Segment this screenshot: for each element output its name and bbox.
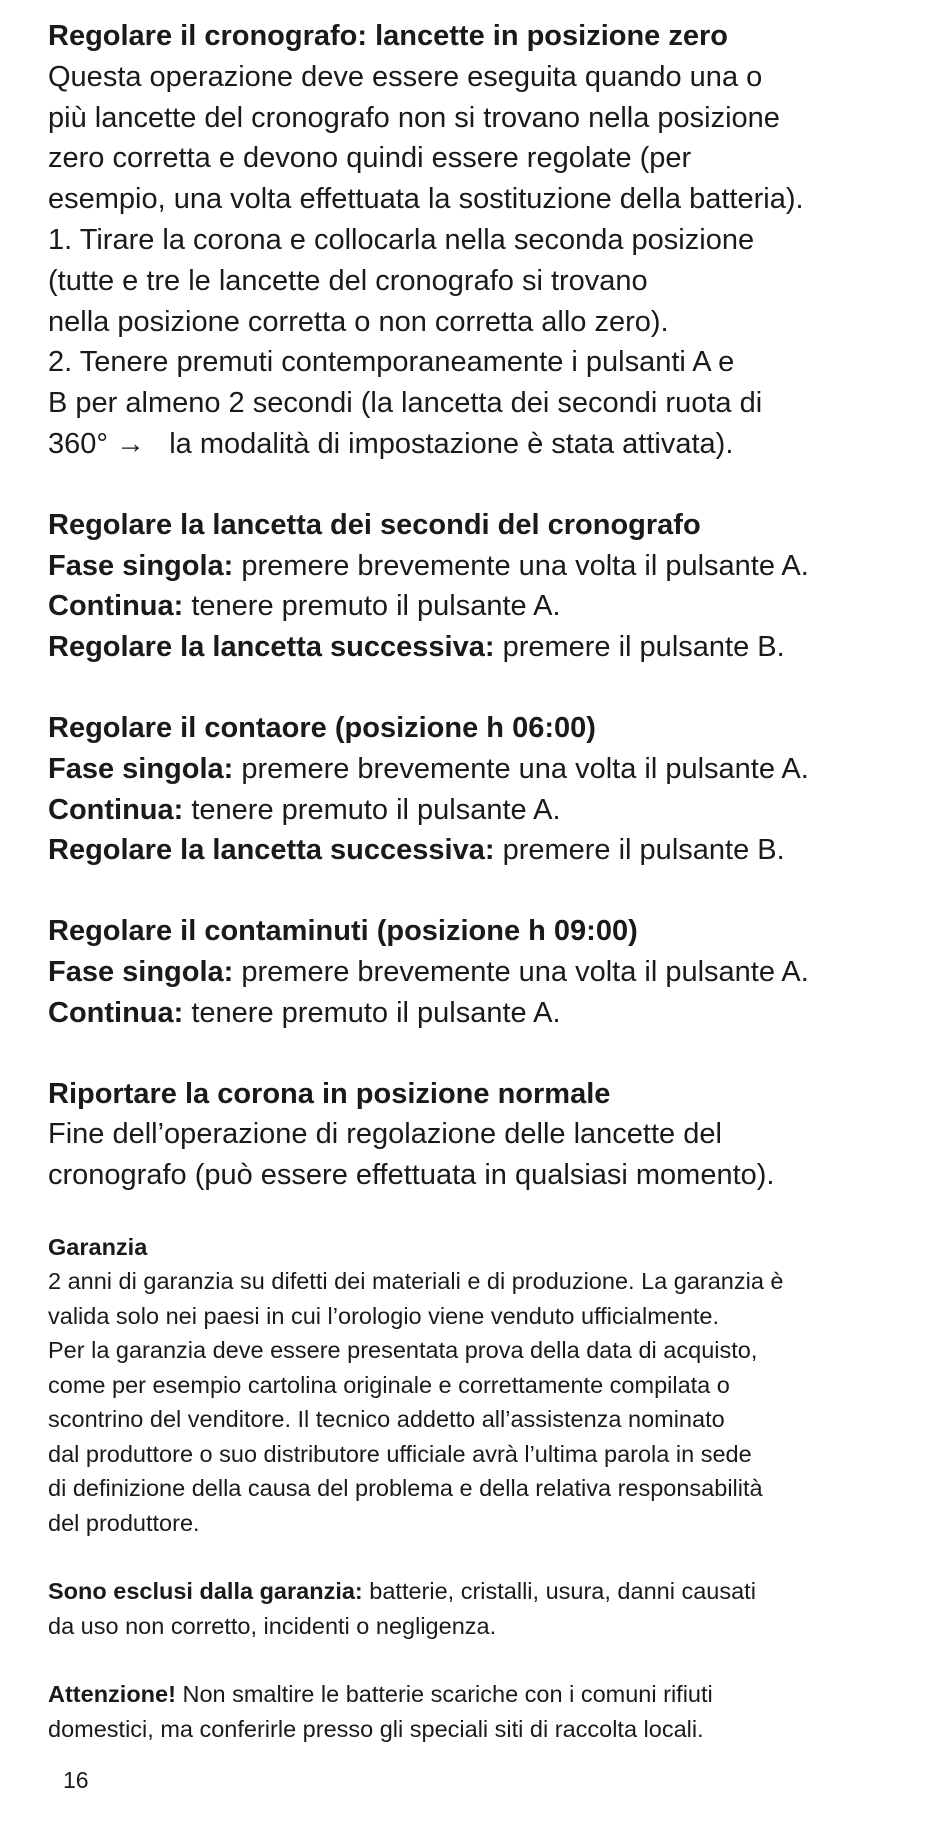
continuous-label: Continua: <box>48 590 184 623</box>
spacer <box>48 1034 928 1074</box>
step-2-line: 360° → la modalità di impostazione è stata attivata). <box>48 427 734 460</box>
manual-content <box>48 16 928 1746</box>
attention-line: domestici, ma conferirle presso gli speciali siti di raccolta locali. <box>48 1715 704 1742</box>
single-step-line <box>48 952 928 993</box>
continuous-line <box>48 790 928 831</box>
next-hand-label: Regolare la lancetta successiva: <box>48 834 495 867</box>
warranty-line: 2 anni di garanzia su difetti dei materiali e di produzione. La garanzia è <box>48 1268 784 1295</box>
next-hand-text: premere il pulsante B. <box>494 631 785 664</box>
step-1-line: nella posizione corretta o non corretta allo zero). <box>48 305 669 338</box>
next-hand-label: Regolare la lancetta successiva: <box>48 631 495 664</box>
spacer <box>48 871 928 911</box>
exclusions-label: Sono esclusi dalla garanzia: <box>48 1578 363 1605</box>
text-line: esempio, una volta effettuata la sostituzione della batteria). <box>48 183 804 216</box>
section-zero-position <box>48 16 928 465</box>
text-line: più lancette del cronografo non si trovano nella posizione <box>48 101 780 134</box>
section-seconds-hand <box>48 505 928 668</box>
warranty-line: valida solo nei paesi in cui l’orologio viene venduto ufficialmente. <box>48 1302 720 1329</box>
exclusions-line <box>48 1574 928 1609</box>
text-line: cronografo (può essere effettuata in qualsiasi momento). <box>48 1159 775 1192</box>
section-title: Regolare il contaminuti (posizione h 09:00) <box>48 915 638 948</box>
text-line: Questa operazione deve essere eseguita quando una o <box>48 60 763 93</box>
spacer <box>48 465 928 505</box>
continuous-line <box>48 586 928 627</box>
page-number: 16 <box>63 1767 89 1793</box>
continuous-text: tenere premuto il pulsante A. <box>183 996 561 1029</box>
next-hand-line <box>48 830 928 871</box>
section-warranty <box>48 1230 928 1747</box>
single-step-line <box>48 546 928 587</box>
exclusions-text: batterie, cristalli, usura, danni causati <box>362 1578 756 1605</box>
continuous-text: tenere premuto il pulsante A. <box>183 590 561 623</box>
section-hour-counter <box>48 708 928 871</box>
warranty-line: scontrino del venditore. Il tecnico addetto all’assistenza nominato <box>48 1406 725 1433</box>
single-step-label: Fase singola: <box>48 955 234 988</box>
spacer <box>48 1196 928 1230</box>
step-1-line: 1. Tirare la corona e collocarla nella seconda posizione <box>48 223 755 256</box>
section-title: Regolare il cronografo: lancette in posizione zero <box>48 20 728 52</box>
spacer <box>48 1643 928 1677</box>
section-crown-normal <box>48 1074 928 1196</box>
section-title: Regolare la lancetta dei secondi del cronografo <box>48 508 701 541</box>
section-title: Regolare il contaore (posizione h 06:00) <box>48 711 596 744</box>
section-minute-counter <box>48 911 928 1033</box>
single-step-text: premere brevemente una volta il pulsante A. <box>233 752 809 785</box>
exclusions-line: da uso non corretto, incidenti o negligenza. <box>48 1612 497 1639</box>
continuous-text: tenere premuto il pulsante A. <box>183 793 561 826</box>
single-step-label: Fase singola: <box>48 752 234 785</box>
continuous-label: Continua: <box>48 793 184 826</box>
spacer <box>48 1540 928 1574</box>
step-2-line: 2. Tenere premuti contemporaneamente i pulsanti A e <box>48 346 735 379</box>
continuous-label: Continua: <box>48 996 184 1029</box>
warranty-title: Garanzia <box>48 1233 148 1260</box>
attention-text: Non smaltire le batterie scariche con i comuni rifiuti <box>175 1681 713 1708</box>
single-step-line <box>48 749 928 790</box>
warranty-line: di definizione della causa del problema e della relativa responsabilità <box>48 1475 763 1502</box>
single-step-text: premere brevemente una volta il pulsante A. <box>233 955 809 988</box>
spacer <box>48 668 928 708</box>
warranty-line: del produttore. <box>48 1509 200 1536</box>
step-1-line: (tutte e tre le lancette del cronografo si trovano <box>48 264 648 297</box>
warranty-line: Per la garanzia deve essere presentata prova della data di acquisto, <box>48 1337 758 1364</box>
attention-line <box>48 1677 928 1712</box>
warranty-line: come per esempio cartolina originale e correttamente compilata o <box>48 1371 730 1398</box>
section-title: Riportare la corona in posizione normale <box>48 1077 611 1110</box>
next-hand-line <box>48 627 928 668</box>
step-2-line: B per almeno 2 secondi (la lancetta dei secondi ruota di <box>48 387 763 420</box>
attention-label: Attenzione! <box>48 1681 176 1708</box>
warranty-line: dal produttore o suo distributore ufficiale avrà l’ultima parola in sede <box>48 1440 752 1467</box>
single-step-text: premere brevemente una volta il pulsante A. <box>233 549 809 582</box>
text-line: zero corretta e devono quindi essere regolate (per <box>48 142 692 175</box>
next-hand-text: premere il pulsante B. <box>494 834 785 867</box>
continuous-line <box>48 993 928 1034</box>
single-step-label: Fase singola: <box>48 549 234 582</box>
text-line: Fine dell’operazione di regolazione delle lancette del <box>48 1118 722 1151</box>
